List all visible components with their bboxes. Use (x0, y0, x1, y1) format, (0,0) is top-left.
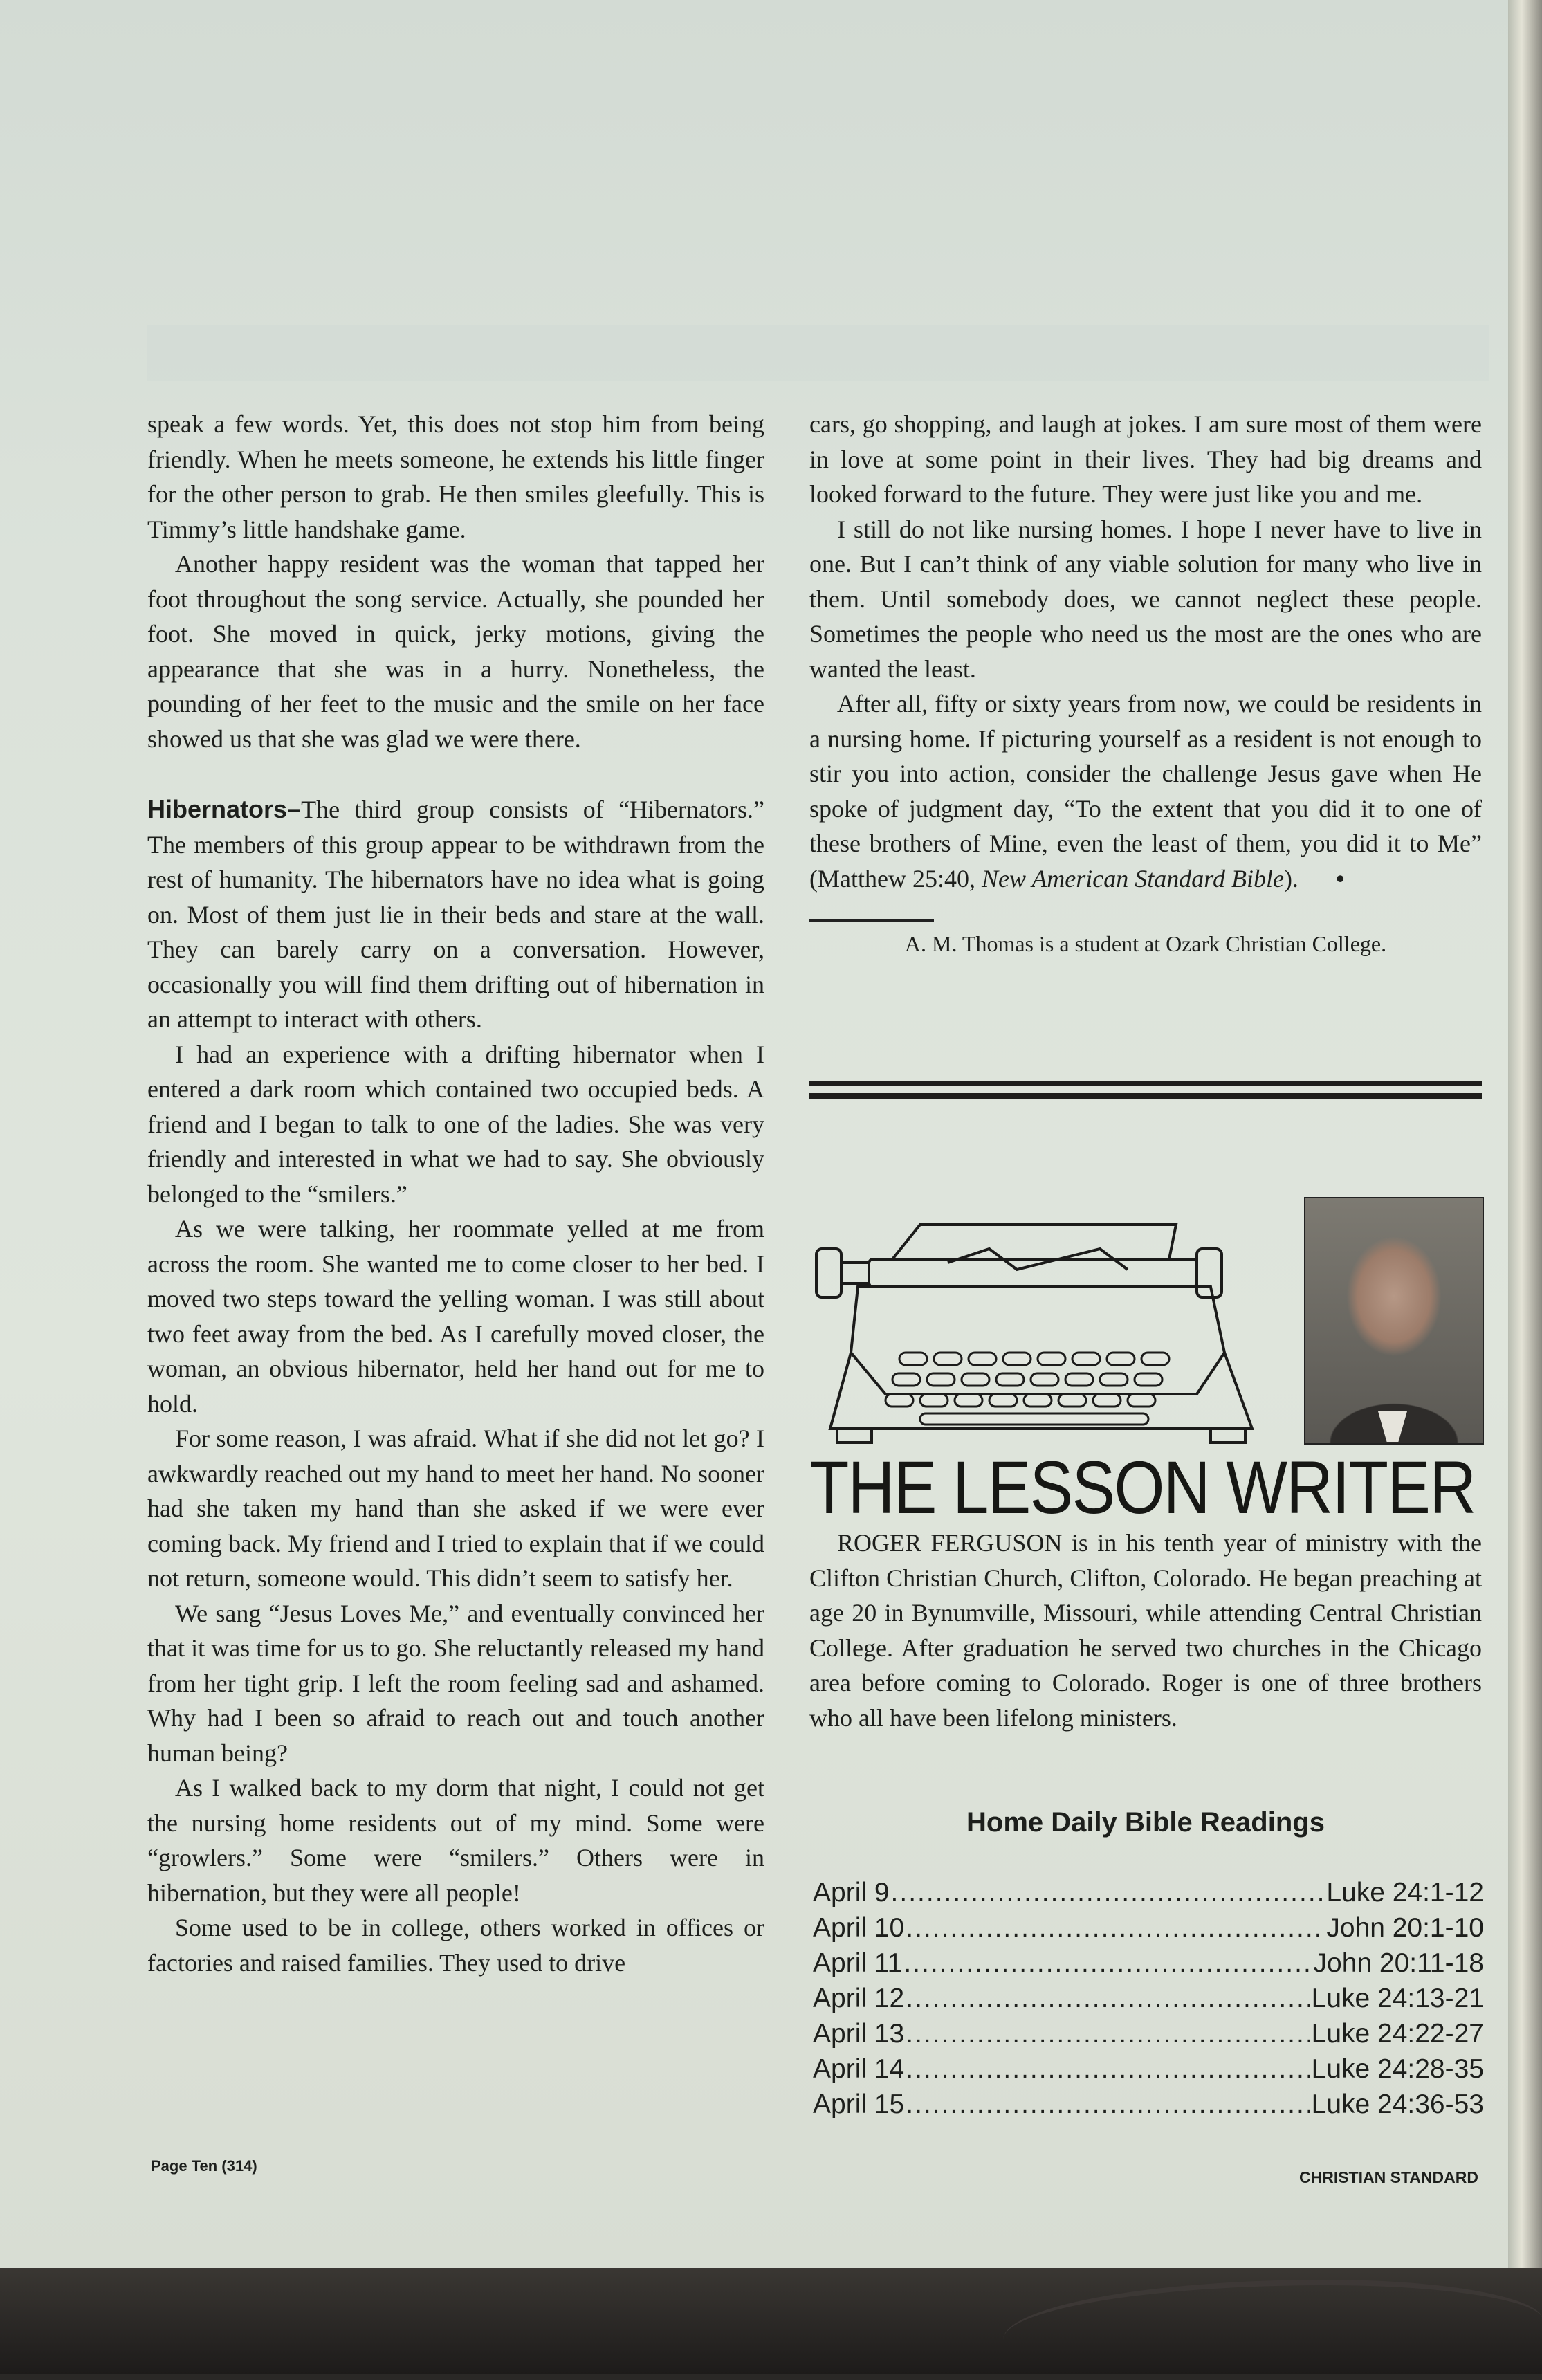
reading-row (813, 1946, 1484, 1981)
closing-punctuation: ). (1283, 864, 1298, 892)
reading-row (813, 2051, 1484, 2087)
author-rule (809, 919, 934, 922)
reading-reference: John 20:1-10 (1326, 1913, 1484, 1943)
reading-date: April 14 (813, 2054, 905, 2084)
article-paragraph: We sang “Jesus Loves Me,” and eventually convinced her that it was time for us to go. She reluctantly released my hand from her tight grip. I left the room feeling sad and ashamed. Why had I been so afraid to reach out and touch another human being? (147, 1599, 764, 1767)
publication-name: CHRISTIAN STANDARD (1299, 2168, 1478, 2186)
article-paragraph: Some used to be in college, others worked in offices or factories and raised families. They used to drive (147, 1914, 764, 1977)
bible-version-title: New American Standard Bible (981, 864, 1284, 892)
leader-dots (906, 2051, 1310, 2087)
author-note: A. M. Thomas is a student at Ozark Christian College. (904, 931, 1387, 956)
leader-dots (906, 2087, 1310, 2122)
leader-dots (906, 2016, 1310, 2051)
lesson-writer-bio-block (809, 1526, 1482, 1735)
reading-row (813, 1910, 1484, 1946)
reading-date: April 12 (813, 1984, 905, 2013)
reading-reference: Luke 24:1-12 (1326, 1878, 1484, 1907)
leader-dots (891, 1875, 1325, 1910)
section-divider (809, 1081, 1482, 1099)
lesson-writer-bio: ROGER FERGUSON is in his tenth year of ministry with the Clifton Christian Church, Clifton, Colorado. He began preaching at age 20 in Bynumville, Missouri, while attending Central Christian College. After graduation he served two churches in the Chicago area before coming to Colorado. Roger is one of three brothers who all have been lifelong ministers. (809, 1529, 1482, 1732)
reading-date: April 11 (813, 1948, 903, 1978)
readings-list (813, 1875, 1484, 2122)
reading-row (813, 2016, 1484, 2051)
faint-background-band (147, 325, 1489, 381)
reading-row (813, 2087, 1484, 2122)
leader-dots (903, 1946, 1312, 1981)
end-of-article-mark: • (1335, 864, 1345, 892)
reading-date: April 15 (813, 2089, 905, 2119)
reading-row (813, 1981, 1484, 2016)
closing-paragraph-text: After all, fifty or sixty years from now, we could be residents in a nursing home. If picturing yourself as a resident is not enough to stir you into action, consider the challenge Jesus gave when He spoke of judgment day, “To the extent that you did it to one of these brothers of Mine, even the least of them, you did it to Me” (Matthew 25:40, (809, 690, 1482, 892)
page-number: Page Ten (314) (151, 2157, 257, 2175)
page-edge (1508, 0, 1542, 2283)
reading-reference: Luke 24:28-35 (1311, 2054, 1484, 2084)
article-paragraph: As I walked back to my dorm that night, I could not get the nursing home residents out of my mind. Some were “growlers.” Some were “smilers.” Others were in hibernation, but they were all people! (147, 1774, 764, 1907)
reading-reference: Luke 24:36-53 (1311, 2089, 1484, 2119)
hibernators-subhead: Hibernators– (147, 795, 302, 823)
hibernators-paragraph (147, 792, 764, 1037)
reading-date: April 10 (813, 1913, 905, 1943)
reading-date: April 9 (813, 1878, 890, 1907)
article-paragraph: Another happy resident was the woman that tapped her foot throughout the song service. Actually, she pounded her foot. She moved in quick, jerky motions, giving the appearance that she was in a hurry. Nonetheless, the pounding of her feet to the music and the smile on her face showed us that she was glad we were there. (147, 550, 764, 753)
article-paragraph: I still do not like nursing homes. I hope I never have to live in one. But I can’t think of any viable solution for many who live in them. Until somebody does, we cannot neglect these people. Sometimes the people who need us the most are the ones who are wanted the least. (809, 515, 1482, 683)
right-article-column (809, 407, 1482, 959)
left-article-column (147, 407, 764, 1980)
reading-date: April 13 (813, 2019, 905, 2049)
article-paragraph: I had an experience with a drifting hibernator when I entered a dark room which contained two occupied beds. A friend and I began to talk to one of the ladies. She was very friendly and interested in what we had to say. She obviously belonged to the “smilers.” (147, 1040, 764, 1208)
article-paragraph: speak a few words. Yet, this does not stop him from being friendly. When he meets someone, he extends his little finger for the other person to grab. He then smiles gleefully. This is Timmy’s little handshake game. (147, 410, 764, 543)
lesson-writer-title: THE LESSON WRITER (809, 1445, 1476, 1529)
reading-row (813, 1875, 1484, 1910)
author-photo (1304, 1197, 1484, 1445)
article-paragraph: cars, go shopping, and laugh at jokes. I am sure most of them were in love at some point in their lives. They had big dreams and looked forward to the future. They were just like you and me. (809, 410, 1482, 508)
readings-title: Home Daily Bible Readings (966, 1807, 1325, 1838)
reading-reference: Luke 24:22-27 (1311, 2019, 1484, 2049)
article-paragraph (809, 686, 1482, 896)
reading-reference: Luke 24:13-21 (1311, 1984, 1484, 2013)
article-paragraph: For some reason, I was afraid. What if she did not let go? I awkwardly reached out my hand to meet her hand. No sooner had she taken my hand than she asked if we were ever coming back. My friend and I tried to explain that if we could not return, someone would. This didn’t seem to satisfy her. (147, 1425, 764, 1592)
leader-dots (906, 1910, 1325, 1946)
reading-reference: John 20:11-18 (1313, 1948, 1484, 1978)
typewriter-illustration (809, 1221, 1269, 1449)
leader-dots (906, 1981, 1310, 2016)
article-paragraph: As we were talking, her roommate yelled at me from across the room. She wanted me to come closer to her bed. I moved two steps toward the yelling woman. I was still about two feet away from the bed. As I carefully moved closer, the woman, an obvious hibernator, held her hand out for me to hold. (147, 1215, 764, 1418)
hibernators-text: The third group consists of “Hibernators.” The members of this group appear to be withdrawn from the rest of humanity. The hibernators have no idea what is going on. Most of them just lie in their beds and stare at the wall. They can barely carry on a conversation. However, occasionally you will find them drifting out of hibernation in an attempt to interact with others. (147, 796, 764, 1033)
